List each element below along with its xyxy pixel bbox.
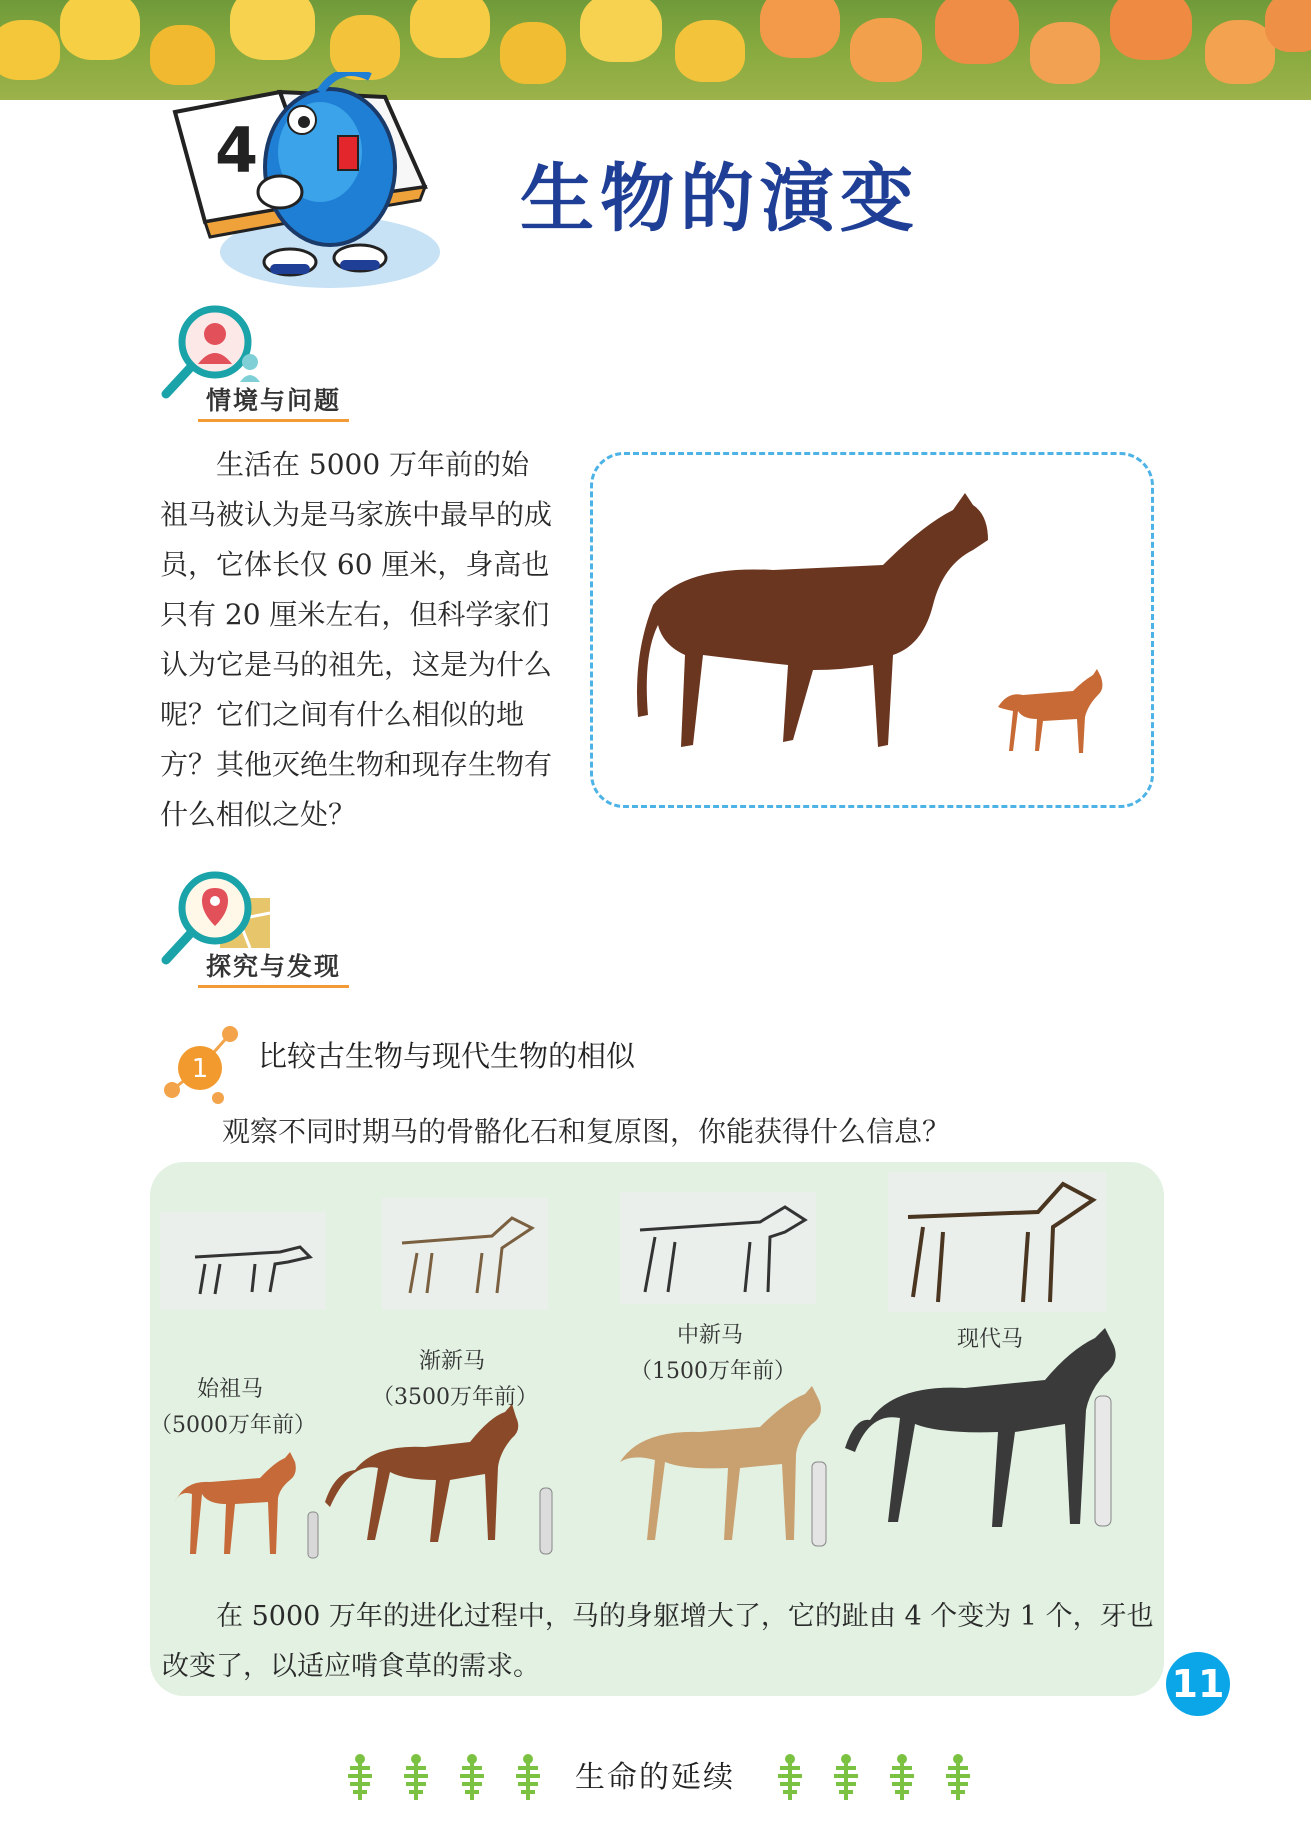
footer-unit-title: 生命的延续 (575, 1760, 735, 1795)
chapter-number: 4 (215, 114, 259, 187)
stage-name: 渐新马 (418, 1349, 485, 1374)
fishbone-icon (454, 1754, 490, 1804)
page-title: 生物的演变 (520, 156, 920, 242)
horse-restoration-illustrations (150, 1162, 1164, 1582)
footer (0, 1742, 1311, 1812)
stage-era: （3500万年前） (372, 1385, 538, 1410)
stage-name: 中新马 (676, 1323, 743, 1348)
stage-era: （1500万年前） (630, 1359, 796, 1384)
fishbone-icon (398, 1754, 434, 1804)
fishbone-icon (342, 1754, 378, 1804)
fishbone-icon (940, 1754, 976, 1804)
activity-number: 1 (191, 1054, 209, 1084)
observe-prompt: 观察不同时期马的骨骼化石和复原图，你能获得什么信息？ (222, 1115, 951, 1148)
situation-section-label: 情境与问题 (198, 381, 349, 422)
modern-horse-and-eohippus-image (593, 455, 1151, 805)
stage-era: （5000万年前） (150, 1413, 316, 1438)
activity-number-badge (160, 1020, 250, 1110)
horse-comparison-frame (590, 452, 1154, 808)
evolution-conclusion: 在 5000 万年的进化过程中，马的身躯增大了，它的趾由 4 个变为 1 个，牙也改变了，以适应啃食草的需求。 (162, 1601, 1154, 1682)
chapter-mascot (170, 72, 460, 292)
situation-section-badge (160, 302, 400, 432)
stage-name: 现代马 (956, 1327, 1023, 1352)
stage-name: 始祖马 (196, 1377, 263, 1402)
fishbone-icon (510, 1754, 546, 1804)
horse-evolution-panel (150, 1162, 1164, 1696)
explore-section-label: 探究与发现 (198, 947, 349, 988)
intro-paragraph: 生活在 5000 万年前的始祖马被认为是马家族中最早的成员，它体长仅 60 厘米，身高也只有 20 厘米左右，但科学家们认为它是马的祖先，这是为什么呢？它们之间有什么相似的地方？其他灭绝生物和现存生物有什么相似之处？ (160, 448, 553, 831)
activity-title: 比较古生物与现代生物的相似 (258, 1039, 636, 1073)
explore-section-badge (160, 868, 400, 998)
fishbone-icon (772, 1754, 808, 1804)
page-number-badge: 11 (1166, 1652, 1230, 1716)
fishbone-icon (884, 1754, 920, 1804)
fishbone-icon (828, 1754, 864, 1804)
